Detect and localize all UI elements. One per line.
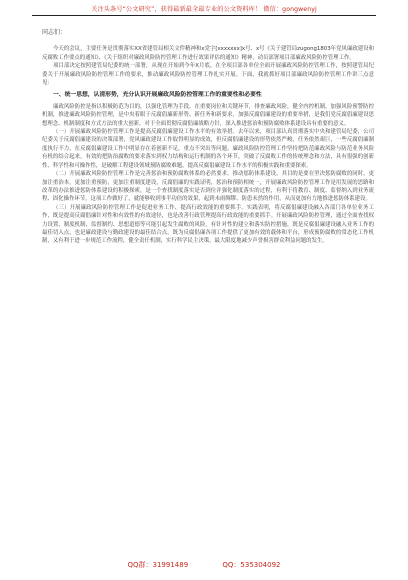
- paragraph: （二）开展廉政风险防控管理工作是完善惩治和预防腐败体系的必然要求。推动惩防体系建设，其目的是要在坚决惩防腐败的同时，更加注重治本，更加注重预防，更加注重制度建设，反腐倡廉的实践证明，惩治和预防相统一，开展廉政风险防控管理工作是用发展的思路和改革的办法推进惩防体系建设的积极探索，是一个查找制度落实是否到位并强化制度落实的过程，有利于将教育、制度、监督纳入到业务流程、固化操作环节，这项工作做好了，就能够收到事半功倍的效果，起到未雨绸缪、防患未然的作用，从而更加有力地推进惩防体系建设。: [42, 171, 374, 203]
- paragraph: （一）开展廉政风险防控管理工作是提高反腐倡廉建设工作水平的有效举措。去年以来，项目部认真贯彻落实中央和建管局纪委，公司纪委关于反腐倡廉建设的决策部署，党风廉政建设工作取得明显的成效，但反腐倡廉建设的形势依然严峻，任务依然艰巨，一些反腐倡廉制度执行不力，在反腐倡廉建设工作中明显存在着创新不足，重点不突出等问题。廉政风险防控管理工作坚持把防范廉政风险与防范业务风险有机的结合起来，有效的把防治腐败的要求落实到权力结构和运行机制的各个环节，突破了反腐败工作的传统理念和方法，具有很强的创新性、科学性和可操作性，是破解工程建设领域预防腐败难题，提高反腐倡廉建设工作水平的积极实践和重要探索。: [42, 129, 374, 169]
- paragraph: （三）开展廉政风险防控管理工作是促进业务工作、提高行政效能的重要抓手。实践表明，将反腐倡廉建设融入各部门各单位业务工作，既是提高反腐倡廉针对性和有效性的有效途径，也是改善行政管理提高行政效能的重要抓手。开展廉政风险防控管理，通过全面查找权力设置、制度机制、监督制约、思想道德等可能引起发生腐败的风险，有针对性的建立和落实防控措施，既是反腐倡廉建设融入业务工作的最佳切入点，也是廉政建设与勤政建设的最佳结合点。既为反腐倡廉各项工作提供了更加有效的载体和平台，形成预防腐败的常态化工作机制，又有利于进一步规范工作流程，健全责任机制，实行科学民主决策，最大限度地减少声誉损害群众利益问题的发生。: [42, 204, 374, 245]
- salutation: 同志们：: [42, 29, 67, 36]
- paragraph: 今天的会议，主要任务是贯彻落实XX省建管局相关文件精神和x党字[xxxxxxx]x号、x号《关于建管局zugong1803年党风廉政建设和反腐败工作要点的通知》、《关于组织对廉政风险防控管理工作进行效果评估的通知》精神，动员部署项目部廉政风险防控管理工作。: [42, 46, 374, 61]
- footer-qq-group: QQ群：31991489: [127, 561, 189, 569]
- footer-qq: QQ：535304092: [222, 561, 281, 569]
- document-body: [42, 21, 374, 246]
- footer-contacts: [0, 560, 408, 570]
- paragraph: 项目部决定按照建管局纪委的统一部署，从现在开始到今年X月底，在全项目部各单位全面开展廉政风险防控管理工作，按照建管局纪委关于开展廉政风险防控管理工作的要求，推动廉政风险防控管理工作扎实开展。下面，我就抓好项目部廉政风险防控管理工作讲三点意见：: [42, 63, 374, 87]
- section-heading: 一、统一思想，认清形势，充分认识开展廉政风险防控管理工作的重要性和必要性: [53, 92, 262, 99]
- paragraph: 廉政风险防控是指以积极防范为目的，以强化管理为手段，在重要岗位和关键环节，排查廉政风险，健全内控机制，加强风险预警防控机制，推进廉政风险防控管理，是中央着眼于反腐倡廉新形势、新任务和新要求，加强反腐倡廉建设的重要举措，是我们党反腐倡廉建设思想理念、机制制度和方式方法的重大创新。对于全面贯彻反腐倡廉战略方针，深入推进惩治和预防腐败体系建设具有重要的意义。: [42, 103, 374, 127]
- header-notice: 关注头条号“公文研究”，获得最新最全最专业的公文资料库！ 微信：gongwenyj: [91, 6, 317, 13]
- header-divider: [32, 15, 376, 16]
